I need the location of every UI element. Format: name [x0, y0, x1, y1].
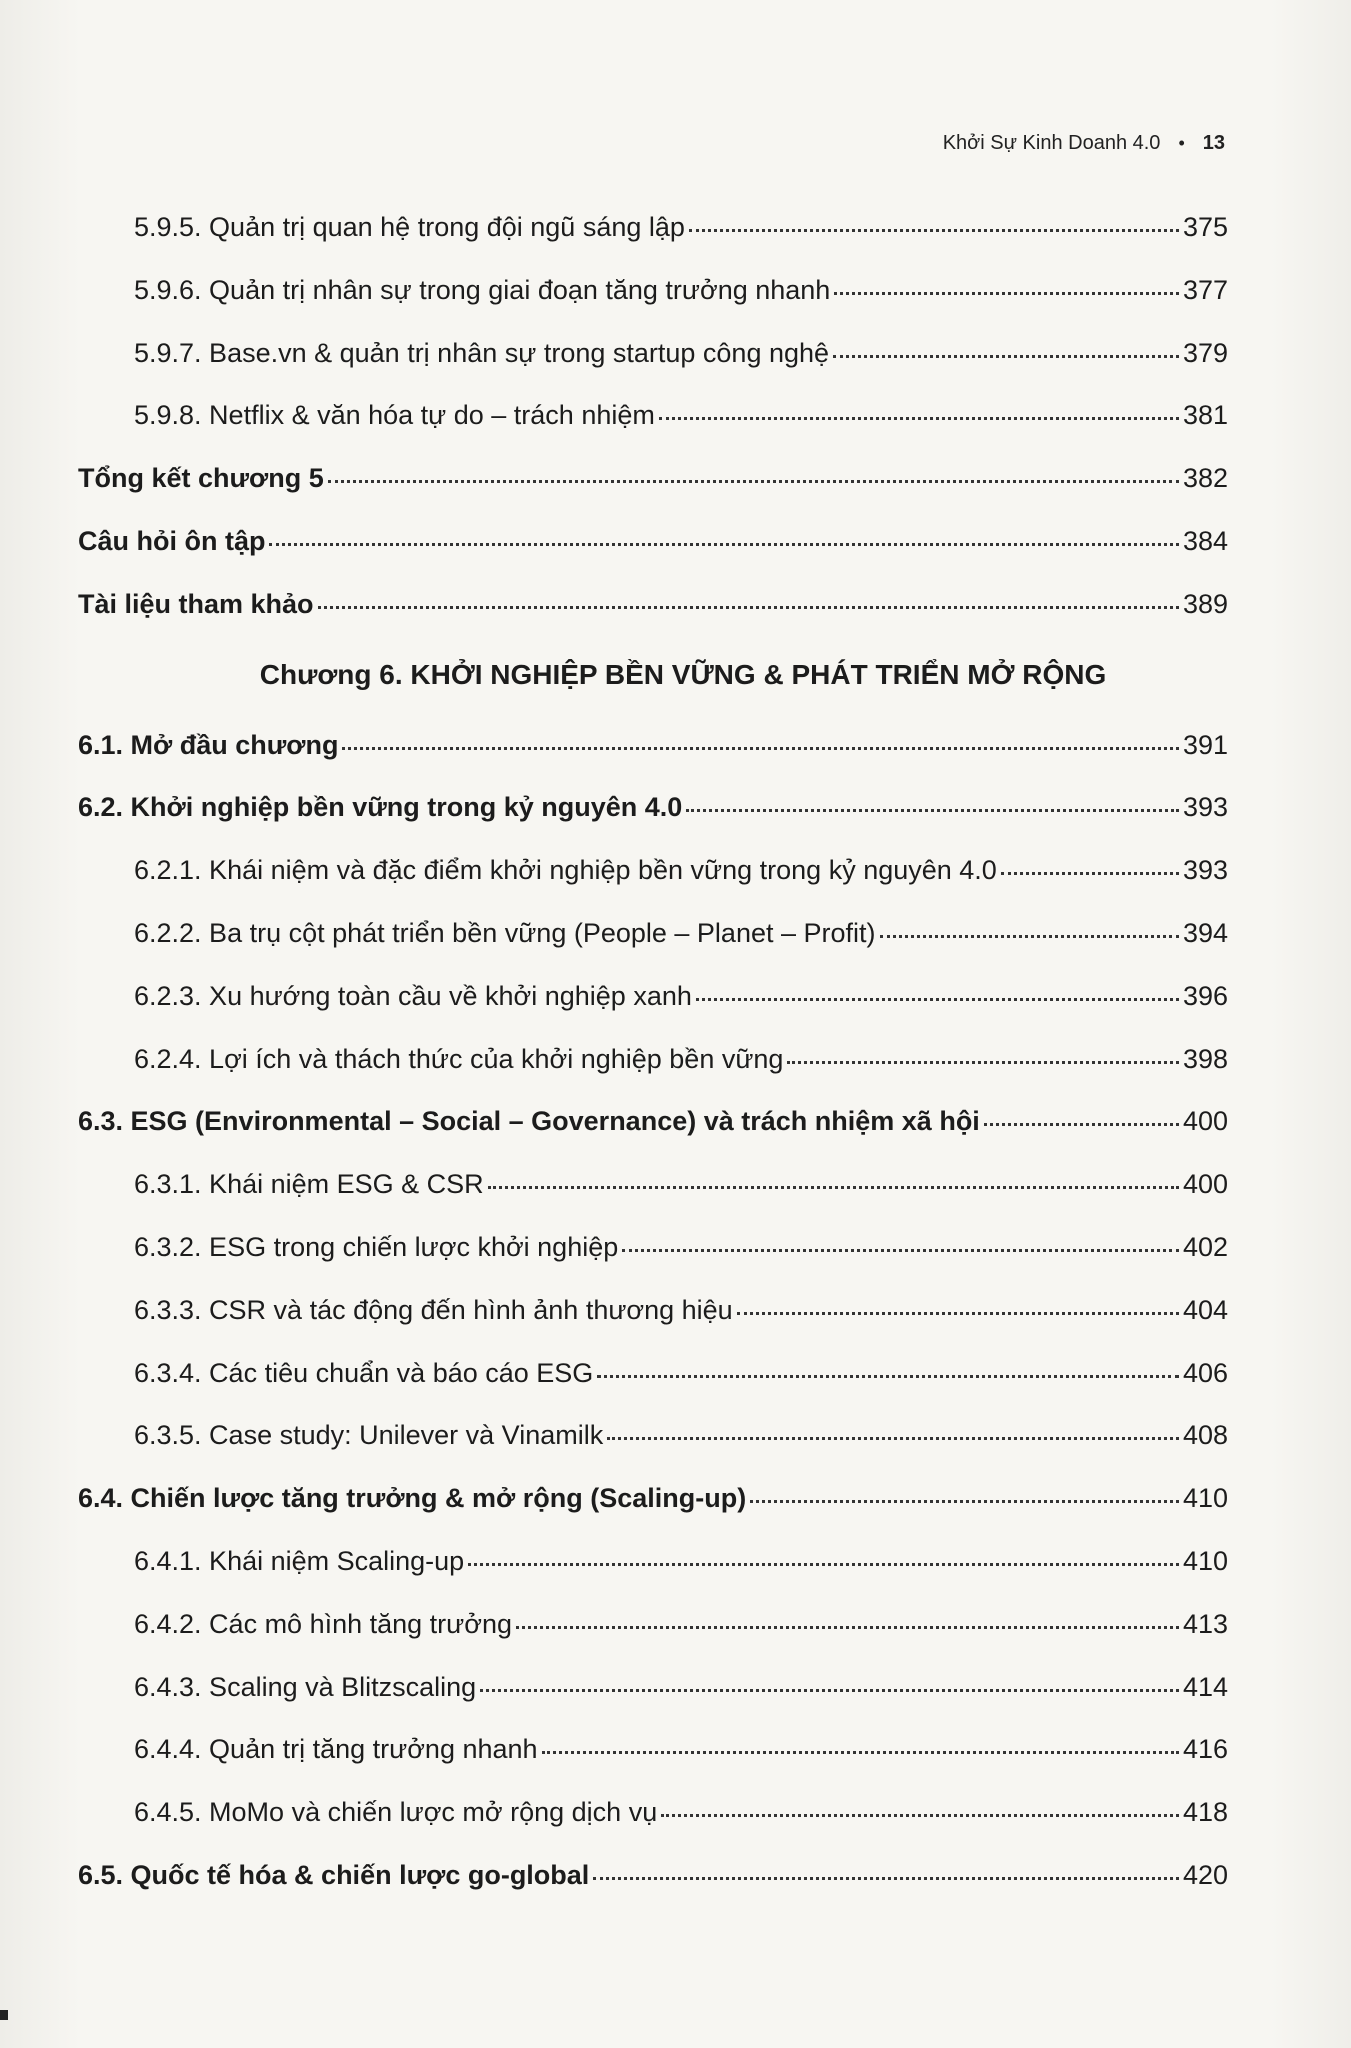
toc-entry-page: 410 [1182, 1545, 1228, 1576]
toc-entry-page: 406 [1182, 1357, 1228, 1388]
toc-entry-title: 6.3.3. CSR và tác động đến hình ảnh thương hiệu [134, 1294, 733, 1325]
dot-leader [686, 808, 1179, 812]
dot-leader [661, 1813, 1179, 1817]
dot-leader [689, 228, 1179, 232]
dot-leader [488, 1185, 1179, 1189]
chapter-heading: Chương 6. KHỞI NGHIỆP BỀN VỮNG & PHÁT TRIỂN MỞ RỘNG [259, 658, 1107, 690]
toc-entry-title: 5.9.8. Netflix & văn hóa tự do – trách nhiệm [134, 400, 655, 431]
toc-entry-title: 6.3.4. Các tiêu chuẩn và báo cáo ESG [134, 1357, 594, 1388]
toc-entry-page: 381 [1182, 400, 1228, 431]
toc-entry-title: 6.2.4. Lợi ích và thách thức của khởi nghiệp bền vững [134, 1043, 784, 1074]
toc-entry-title: 6.4.5. MoMo và chiến lược mở rộng dịch vụ [134, 1797, 658, 1828]
toc-entry [78, 1718, 1228, 1781]
dot-leader [787, 1060, 1178, 1064]
toc-entry-page: 375 [1182, 212, 1228, 242]
dot-leader [607, 1436, 1179, 1440]
toc-entry-page: 418 [1182, 1797, 1228, 1828]
toc-entry-page: 394 [1182, 917, 1228, 948]
running-header [943, 132, 1225, 155]
toc-entry-title: 5.9.6. Quản trị nhân sự trong giai đoạn tăng trưởng nhanh [134, 274, 831, 305]
toc-entry [78, 965, 1228, 1028]
toc-entry-title: Câu hỏi ôn tập [78, 525, 266, 556]
toc-entry [78, 1090, 1228, 1153]
toc-entry-page: 413 [1182, 1608, 1228, 1639]
toc-entry-title: 6.4.1. Khái niệm Scaling-up [134, 1545, 465, 1576]
book-title: Khởi Sự Kinh Doanh 4.0 [942, 132, 1161, 154]
toc-entry-page: 404 [1182, 1294, 1228, 1325]
toc-entry-title: Tổng kết chương 5 [78, 463, 324, 494]
toc-entry-title: 6.2.1. Khái niệm và đặc điểm khởi nghiệp bền vững trong kỷ nguyên 4.0 [134, 855, 997, 886]
dot-leader [834, 291, 1179, 295]
toc-entry-page: 379 [1182, 337, 1228, 368]
toc-entry-page: 420 [1182, 1859, 1228, 1890]
dot-leader [984, 1122, 1179, 1126]
toc-entry [78, 902, 1228, 965]
toc-entry [78, 1844, 1228, 1907]
toc-section-chapter-6 [78, 714, 1228, 1907]
toc-entry-title: 6.4.3. Scaling và Blitzscaling [134, 1671, 477, 1702]
dot-leader [318, 605, 1179, 609]
toc-entry [78, 1781, 1228, 1844]
dot-leader [269, 542, 1178, 546]
toc-entry [78, 510, 1228, 573]
dot-leader [696, 997, 1179, 1001]
toc-entry [78, 1530, 1228, 1593]
toc-entry-page: 416 [1182, 1734, 1228, 1765]
toc-entry-title: 6.3.5. Case study: Unilever và Vinamilk [134, 1420, 604, 1451]
toc-entry-page: 398 [1182, 1043, 1228, 1074]
toc-entry [78, 1279, 1228, 1342]
toc-entry-title: 6.3. ESG (Environmental – Social – Governance) và trách nhiệm xã hội [78, 1106, 980, 1137]
toc-entry-page: 410 [1182, 1483, 1228, 1514]
toc-entry-title: 6.1. Mở đầu chương [78, 729, 339, 760]
toc-entry-page: 389 [1182, 588, 1228, 619]
toc-entry [78, 196, 1228, 259]
dot-leader [659, 416, 1179, 420]
toc-entry [78, 714, 1228, 777]
dot-leader [542, 1750, 1179, 1754]
dot-leader [597, 1374, 1179, 1378]
toc-entry-page: 391 [1182, 729, 1228, 760]
toc-entry-page: 400 [1182, 1169, 1228, 1200]
toc-entry-page: 377 [1182, 274, 1228, 305]
toc-entry-page: 414 [1182, 1671, 1228, 1702]
dot-leader [328, 479, 1179, 483]
toc-entry [78, 839, 1228, 902]
toc-entry-page: 400 [1182, 1106, 1228, 1137]
toc-entry [78, 1656, 1228, 1719]
toc-entry-page: 393 [1182, 855, 1228, 886]
page-number: 13 [1202, 132, 1225, 154]
scan-corner-mark [0, 2010, 8, 2020]
toc-entry-page: 402 [1182, 1231, 1228, 1262]
toc-entry [78, 259, 1228, 322]
dot-leader [480, 1688, 1179, 1692]
dot-leader [737, 1311, 1179, 1315]
header-separator: • [1178, 133, 1185, 153]
toc-entry-title: 6.5. Quốc tế hóa & chiến lược go-global [78, 1859, 590, 1890]
toc-entry [78, 1593, 1228, 1656]
toc-entry-title: 6.4.4. Quản trị tăng trưởng nhanh [134, 1734, 538, 1765]
toc-entry [78, 1342, 1228, 1405]
toc-entry [78, 322, 1228, 385]
toc-entry-title: 5.9.5. Quản trị quan hệ trong đội ngũ sáng lập [134, 212, 685, 242]
toc-entry-page: 382 [1182, 463, 1228, 494]
toc-entry-title: 5.9.7. Base.vn & quản trị nhân sự trong startup công nghệ [134, 337, 830, 368]
toc-entry [78, 573, 1228, 636]
toc-entry-page: 408 [1182, 1420, 1228, 1451]
toc-entry-title: 6.2. Khởi nghiệp bền vững trong kỷ nguyên 4.0 [78, 792, 683, 823]
toc-entry [78, 1153, 1228, 1216]
toc-entry [78, 1028, 1228, 1091]
toc-entry-title: Tài liệu tham khảo [78, 588, 314, 619]
dot-leader [880, 934, 1179, 938]
toc-entry-page: 396 [1182, 980, 1228, 1011]
toc-entry [78, 1467, 1228, 1530]
dot-leader [622, 1248, 1179, 1252]
dot-leader [593, 1876, 1179, 1880]
toc-entry-title: 6.4.2. Các mô hình tăng trưởng [134, 1608, 512, 1639]
toc-section-chapter-5 [78, 196, 1228, 636]
dot-leader [750, 1499, 1179, 1503]
toc-entry-page: 393 [1182, 792, 1228, 823]
dot-leader [1001, 871, 1179, 875]
toc-entry-title: 6.3.2. ESG trong chiến lược khởi nghiệp [134, 1231, 619, 1262]
dot-leader [468, 1562, 1179, 1566]
toc-entry-title: 6.4. Chiến lược tăng trưởng & mở rộng (Scaling-up) [78, 1483, 747, 1514]
toc-entry-title: 6.3.1. Khái niệm ESG & CSR [134, 1169, 484, 1200]
dot-leader [342, 746, 1178, 750]
toc-entry [78, 1404, 1228, 1467]
table-of-contents [78, 196, 1228, 1907]
toc-entry-title: 6.2.2. Ba trụ cột phát triển bền vững (People – Planet – Profit) [134, 917, 876, 948]
dot-leader [833, 354, 1179, 358]
toc-entry [78, 384, 1228, 447]
toc-entry-title: 6.2.3. Xu hướng toàn cầu về khởi nghiệp xanh [134, 980, 692, 1011]
toc-entry-page: 384 [1182, 525, 1228, 556]
toc-entry [78, 1216, 1228, 1279]
toc-entry [78, 776, 1228, 839]
dot-leader [516, 1625, 1179, 1629]
toc-entry [78, 447, 1228, 510]
